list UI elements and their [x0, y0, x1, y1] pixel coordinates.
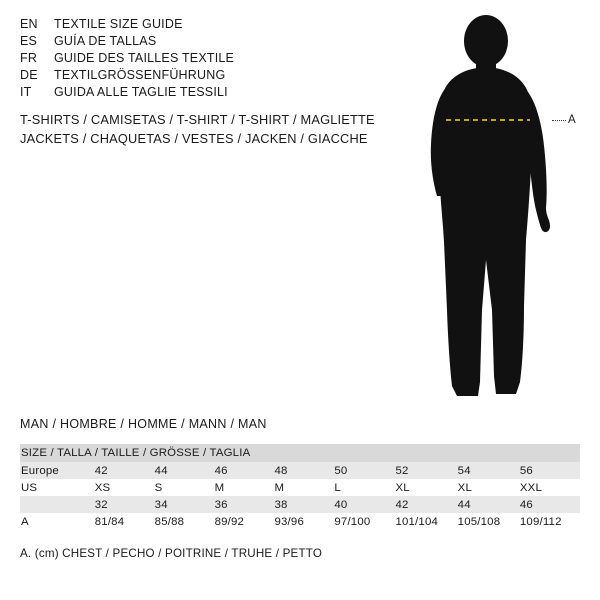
- cell: L: [332, 479, 393, 496]
- footnote-chest-measure: A. (cm) CHEST / PECHO / POITRINE / TRUHE / PETTO: [20, 547, 323, 560]
- language-text-es: GUÍA DE TALLAS: [54, 34, 157, 48]
- cell: XL: [393, 479, 455, 496]
- garment-category-list: [20, 110, 440, 148]
- language-text-it: GUIDA ALLE TAGLIE TESSILI: [54, 85, 228, 99]
- category-jackets: JACKETS / CHAQUETAS / VESTES / JACKEN / GIACCHE: [20, 131, 368, 146]
- table-header-label: SIZE / TALLA / TAILLE / GRÖSSE / TAGLIA: [20, 444, 580, 462]
- language-title-list: [20, 16, 400, 101]
- cell: 34: [153, 496, 213, 513]
- cell: 46: [518, 496, 580, 513]
- cell: 81/84: [93, 513, 153, 530]
- cell: S: [153, 479, 213, 496]
- cell: 46: [213, 462, 273, 479]
- cell: 42: [393, 496, 455, 513]
- cell: 44: [456, 496, 518, 513]
- cell: 109/112: [518, 513, 580, 530]
- cell: XXL: [518, 479, 580, 496]
- language-code-de: DE: [20, 68, 38, 82]
- cell: 97/100: [332, 513, 393, 530]
- language-text-de: TEXTILGRÖSSENFÜHRUNG: [54, 68, 226, 82]
- measure-leader-line: [552, 120, 566, 121]
- cell: 38: [272, 496, 332, 513]
- cell: 36: [213, 496, 273, 513]
- cell: XS: [93, 479, 153, 496]
- cell: 89/92: [213, 513, 273, 530]
- language-row-fr: [20, 50, 400, 67]
- table-row: [20, 479, 580, 496]
- cell: 54: [456, 462, 518, 479]
- row-label-europe: Europe: [20, 462, 93, 479]
- row-label-a: A: [20, 513, 93, 530]
- cell: 48: [272, 462, 332, 479]
- cell: M: [272, 479, 332, 496]
- cell: 32: [93, 496, 153, 513]
- language-row-de: [20, 67, 400, 84]
- language-row-en: [20, 16, 400, 33]
- cell: 101/104: [393, 513, 455, 530]
- language-code-it: IT: [20, 85, 32, 99]
- language-row-es: [20, 33, 400, 50]
- cell: 50: [332, 462, 393, 479]
- table-row: [20, 462, 580, 479]
- row-label-us: US: [20, 479, 93, 496]
- table-row: [20, 496, 580, 513]
- cell: 42: [93, 462, 153, 479]
- language-code-fr: FR: [20, 51, 38, 65]
- section-title-man: MAN / HOMBRE / HOMME / MANN / MAN: [20, 417, 267, 431]
- cell: 105/108: [456, 513, 518, 530]
- cell: 93/96: [272, 513, 332, 530]
- cell: 85/88: [153, 513, 213, 530]
- body-silhouette-figure: [400, 10, 600, 410]
- table-header-row: [20, 444, 580, 462]
- cell: M: [213, 479, 273, 496]
- cell: XL: [456, 479, 518, 496]
- cell: 56: [518, 462, 580, 479]
- language-code-es: ES: [20, 34, 38, 48]
- silhouette-svg: [400, 10, 600, 410]
- language-text-fr: GUIDE DES TAILLES TEXTILE: [54, 51, 235, 65]
- cell: 52: [393, 462, 455, 479]
- category-tshirts: T-SHIRTS / CAMISETAS / T-SHIRT / T-SHIRT / MAGLIETTE: [20, 112, 375, 127]
- language-row-it: [20, 84, 400, 101]
- cell: 40: [332, 496, 393, 513]
- measure-label-a: A: [568, 114, 576, 126]
- row-label-numeric: [20, 496, 93, 513]
- cell: 44: [153, 462, 213, 479]
- language-text-en: TEXTILE SIZE GUIDE: [54, 17, 183, 31]
- size-table: [20, 444, 580, 530]
- language-code-en: EN: [20, 17, 38, 31]
- table-row: [20, 513, 580, 530]
